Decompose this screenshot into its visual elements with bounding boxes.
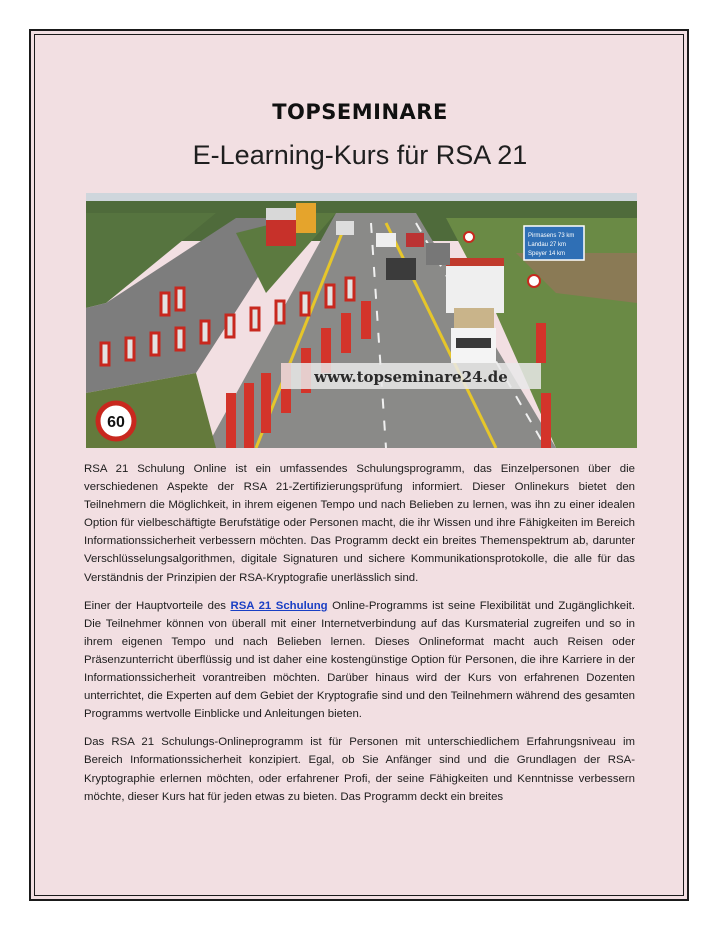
paragraph-3: Das RSA 21 Schulungs-Onlineprogramm ist für Personen mit unterschiedlichem Erfahrungsniveau im Bereich Informationssicherheit konzipiert. Egal, ob Sie Anfänger sind und die Grundlagen der RSA-Kryptographie erlernen möchten, oder erfahrener Profi, der seine Fähigkeiten und Kenntnisse verbessern möchte, dieser Kurs hat für jeden etwas zu bieten. Das Programm deckt ein breites	[84, 736, 635, 803]
article-body	[84, 460, 635, 816]
rsa-21-schulung-link[interactable]: RSA 21 Schulung	[230, 599, 328, 612]
paragraph-2-start: Einer der Hauptvorteile des	[84, 599, 231, 612]
paragraph-1: RSA 21 Schulung Online ist ein umfassendes Schulungsprogramm, das Einzelpersonen über die verschiedenen Aspekte der RSA 21-Zertifizierungsprüfung informiert. Dieser Onlinekurs bietet den Teilnehmern die Möglichkeit, in ihrem eigenen Tempo und nach Belieben zu lernen, was ihn zu einer idealen Option für vielbeschäftigte Berufstätige oder Personen macht, die ihr Wissen und ihre Fähigkeiten im Bereich Informationssicherheit verbessern möchten. Das Programm deckt ein breites Themenspektrum ab, darunter Verschlüsselungsalgorithmen, digitale Signaturen und sichere Kommunikationsprotokolle, die alle für das Verständnis der Prinzipien der RSA-Kryptografie unerlässlich sind.	[84, 463, 635, 584]
page-title: E-Learning-Kurs für RSA 21	[192, 140, 528, 170]
paragraph-2	[84, 597, 635, 724]
svg-text:Speyer 14 km: Speyer 14 km	[528, 251, 566, 257]
svg-text:Landau 27 km: Landau 27 km	[528, 242, 567, 248]
svg-text:Pirmasens 73 km: Pirmasens 73 km	[528, 233, 575, 239]
photo-watermark: www.topseminare24.de	[314, 368, 508, 386]
speed-limit-label: 60	[107, 414, 125, 431]
paragraph-2-rest: Online-Programms ist seine Flexibilität und Zugänglichkeit. Die Teilnehmer können von überall mit einer Internetverbindung auf das Kursmaterial zugreifen und so in ihrem eigenen Tempo und nach Belieben lernen. Dieses Onlineformat macht auch Reisen oder Präsenzunterricht überflüssig und ist daher eine kostengünstige Option für Personen, die ihre Karriere in der Informationssicherheit vorantreiben möchten. Darüber hinaus wird der Kurs von erfahrenen Dozenten unterrichtet, die Experten auf dem Gebiet der Kryptografie sind und den Teilnehmern während des gesamten Programms wertvolle Einblicke und Anleitungen bieten.	[84, 599, 635, 721]
highway-construction-photo	[86, 193, 637, 448]
brand-logo-text: TOPSEMINARE	[272, 100, 448, 124]
